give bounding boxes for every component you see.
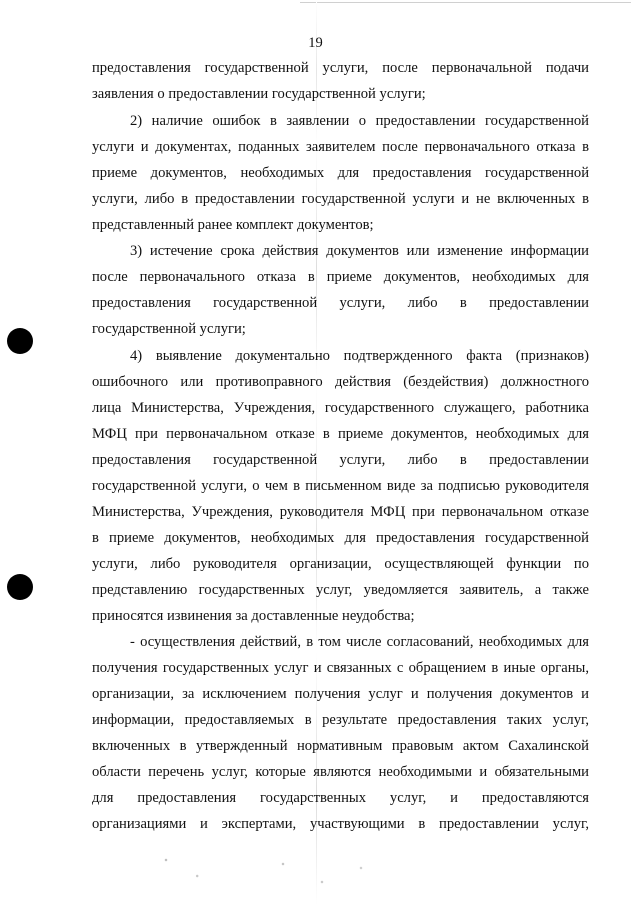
- text-line: предоставления государственной услуги, либо в предоставлении: [92, 295, 589, 311]
- text-line: услуги, либо руководителя организации, осуществляющей функции по: [92, 556, 589, 572]
- text-line: - осуществления действий, в том числе согласований, необходимых для: [130, 634, 589, 650]
- text-line: государственной услуги, о чем в письменном виде за подписью руководителя: [92, 478, 589, 494]
- text-line: приносятся извинения за доставленные неудобства;: [92, 608, 415, 624]
- text-line: представленный ранее комплект документов;: [92, 217, 374, 233]
- scan-noise: [140, 852, 400, 892]
- text-line: организациями и экспертами, участвующими в предоставлении услуг,: [92, 816, 589, 832]
- binder-hole-upper: [7, 328, 33, 354]
- scan-edge-line: [300, 2, 631, 3]
- text-line: представлению государственных услуг, уведомляется заявитель, а также: [92, 582, 589, 598]
- text-line: Министерства, Учреждения, руководителя МФЦ при первоначальном отказе: [92, 504, 589, 520]
- text-line: 3) истечение срока действия документов или изменение информации: [130, 243, 589, 259]
- text-line: МФЦ при первоначальном отказе в приеме документов, необходимых для: [92, 426, 589, 442]
- text-line: после первоначального отказа в приеме документов, необходимых для: [92, 269, 589, 285]
- text-line: в приеме документов, необходимых для предоставления государственной: [92, 530, 589, 546]
- text-line: приеме документов, необходимых для предоставления государственной: [92, 165, 589, 181]
- text-line: предоставления государственной услуги, после первоначальной подачи: [92, 60, 589, 76]
- text-line: получения государственных услуг и связанных с обращением в иные органы,: [92, 660, 589, 676]
- text-line: лица Министерства, Учреждения, государственного служащего, работника: [92, 400, 589, 416]
- text-line: ошибочного или противоправного действия (бездействия) должностного: [92, 374, 589, 390]
- text-line: информации, предоставляемых в результате предоставления таких услуг,: [92, 712, 589, 728]
- text-line: предоставления государственной услуги, либо в предоставлении: [92, 452, 589, 468]
- binder-hole-lower: [7, 574, 33, 600]
- text-line: заявления о предоставлении государственной услуги;: [92, 86, 426, 102]
- text-line: услуги, либо в предоставлении государственной услуги и не включенных в: [92, 191, 589, 207]
- text-line: государственной услуги;: [92, 321, 246, 337]
- text-line: области перечень услуг, которые являются необходимыми и обязательными: [92, 764, 589, 780]
- text-line: услуги и документах, поданных заявителем после первоначального отказа в: [92, 139, 589, 155]
- text-line: 2) наличие ошибок в заявлении о предоставлении государственной: [130, 113, 589, 129]
- text-line: 4) выявление документально подтвержденного факта (признаков): [130, 348, 589, 364]
- page-number: 19: [308, 35, 323, 51]
- text-line: организации, за исключением получения услуг и получения документов и: [92, 686, 589, 702]
- text-line: для предоставления государственных услуг, и предоставляются: [92, 790, 589, 806]
- text-line: включенных в утвержденный нормативным правовым актом Сахалинской: [92, 738, 589, 754]
